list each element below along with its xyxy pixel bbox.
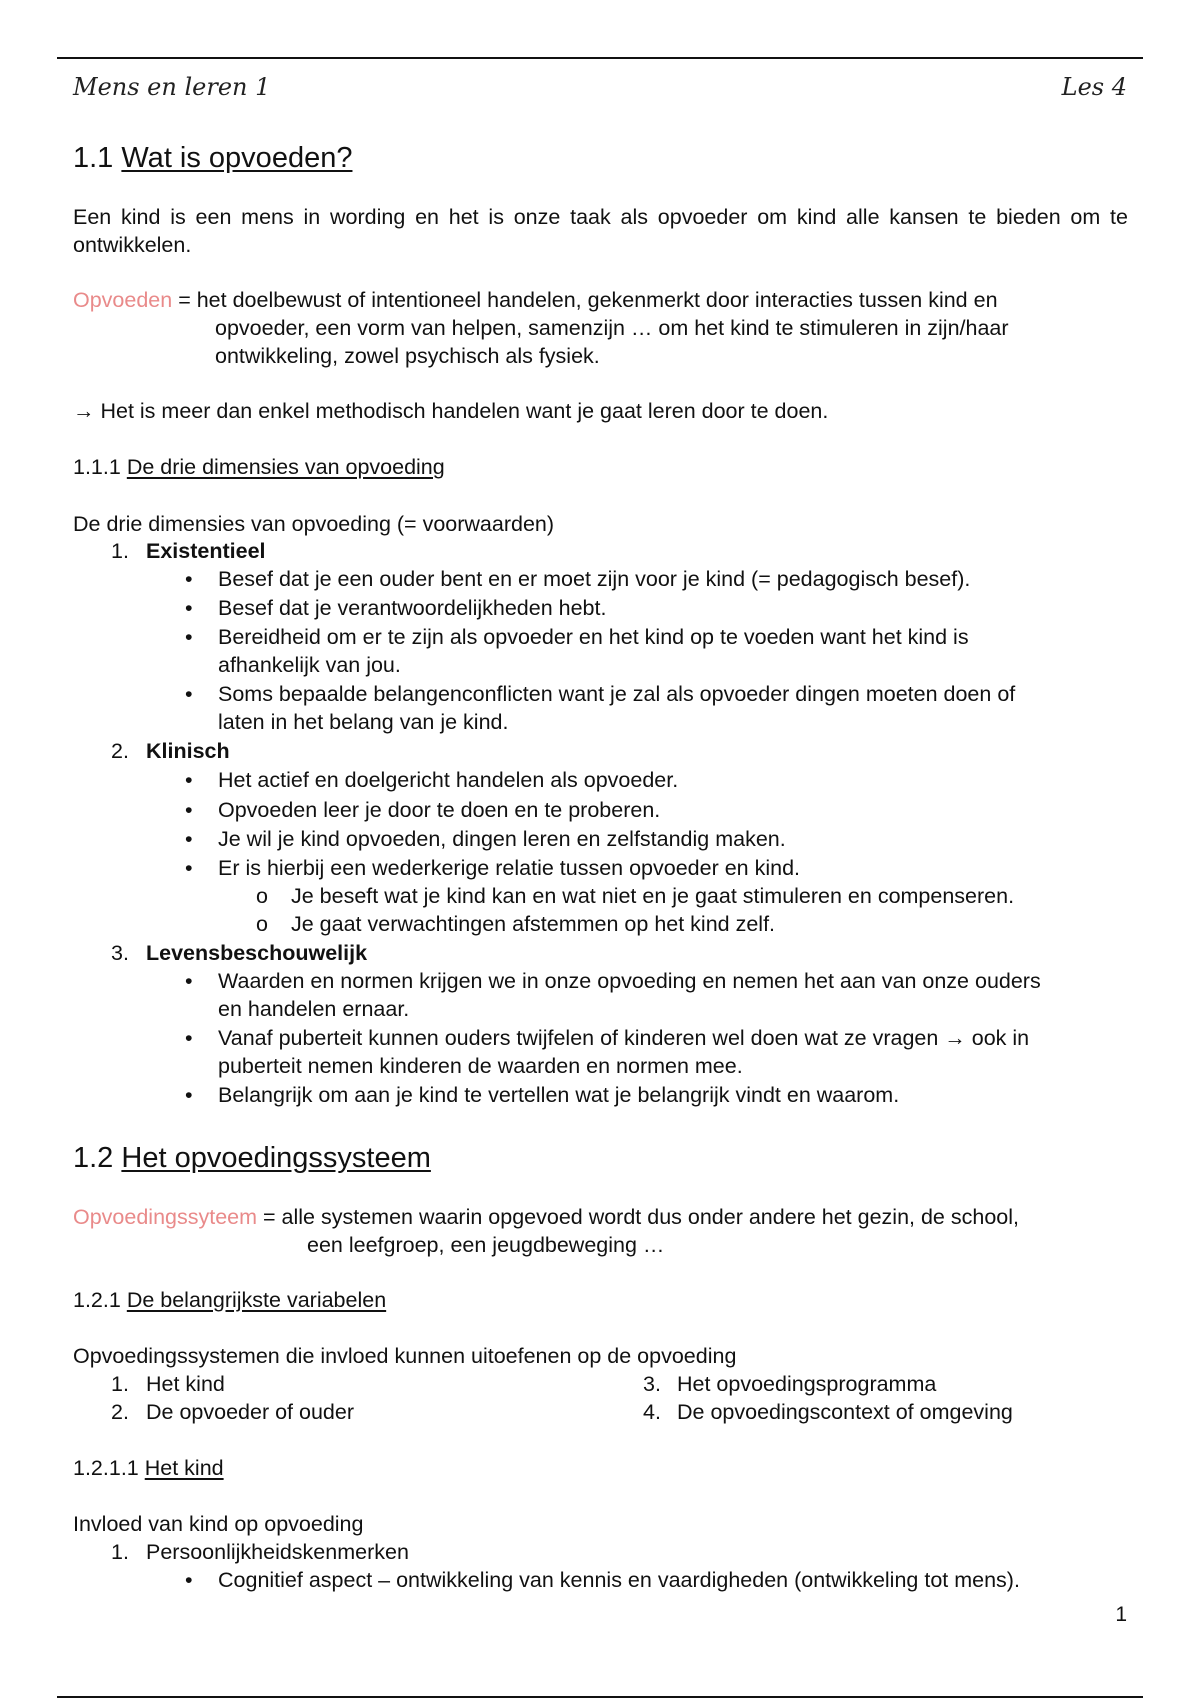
definition-opvoeden: Opvoeden = het doelbewust of intentioneel handelen, gekenmerkt door interacties tussen kind en opvoeder, een vorm van helpen, samenzijn … om het kind te stimuleren in zijn/haar ontwikkeling, zowel psychisch als fysiek. — [73, 288, 1009, 368]
child-influence-lead: Invloed van kind op opvoeding — [73, 1512, 364, 1536]
definition-opvoedingssysteem: Opvoedingssyteem = alle systemen waarin opgevoed wordt dus onder andere het gezin, de school, een leefgroep, een jeugdbeweging … — [73, 1205, 1019, 1257]
section-heading-1-2: 1.2 Het opvoedingssysteem — [73, 1142, 431, 1174]
list-item: Er is hierbij een wederkerige relatie tussen opvoeder en kind. — [218, 856, 801, 880]
dimensions-lead: De drie dimensies van opvoeding (= voorwaarden) — [73, 512, 555, 536]
list-item: Opvoeden leer je door te doen en te proberen. — [218, 798, 661, 822]
list-item: Het opvoedingsprogramma — [677, 1372, 937, 1396]
intro-paragraph: Een kind is een mens in wording en het is onze taak als opvoeder om kind alle kansen te bieden om te ontwikkelen. — [73, 205, 1128, 257]
page-number: 1 — [1115, 1603, 1127, 1626]
arrow-note: → Het is meer dan enkel methodisch handelen want je gaat leren door te doen. — [73, 399, 829, 423]
list-item: Vanaf puberteit kunnen ouders twijfelen of kinderen wel doen wat ze vragen → ook in — [218, 1026, 1030, 1050]
list-item: Persoonlijkheidskenmerken — [146, 1540, 409, 1564]
list-item: Bereidheid om er te zijn als opvoeder en het kind op te voeden want het kind is — [218, 625, 969, 649]
dimension-2-bullets: • Het actief en doelgericht handelen als opvoeder. • Opvoeden leer je door te doen en te proberen. • Je wil je kind opvoeden, dingen leren en zelfstandig maken. • Er is hierbij een wederkerige relatie tussen opvoeder en kind. o Je beseft wat je kind kan en wat niet en je gaat stimuleren en compenseren. o Je gaat verwachtingen afstemmen op het kind zelf. — [73, 766, 1128, 946]
dimension-1-bullets-cont — [73, 708, 1128, 736]
term-opvoeden: Opvoeden — [73, 288, 173, 312]
lesson-label: Les 4 — [1061, 73, 1127, 101]
list-item: afhankelijk van jou. — [218, 653, 401, 677]
list-item: laten in het belang van je kind. — [218, 710, 509, 734]
list-item: Je gaat verwachtingen afstemmen op het kind zelf. — [291, 912, 776, 936]
subsection-heading-1-2-1-1: 1.2.1.1 Het kind — [73, 1456, 224, 1480]
page-header — [73, 73, 1127, 107]
subsection-heading-1-1-1: 1.1.1 De drie dimensies van opvoeding — [73, 455, 445, 479]
dimension-3-bullets: • Waarden en normen krijgen we in onze opvoeding en nemen het aan van onze ouders en handelen ernaar. • Vanaf puberteit kunnen ouders twijfelen of kinderen wel doen wat ze vragen → ook in puberteit nemen kinderen de waarden en normen mee. • Belangrijk om aan je kind te vertellen wat je belangrijk vindt en waarom. — [73, 967, 1128, 1117]
list-item: puberteit nemen kinderen de waarden en normen mee. — [218, 1054, 743, 1078]
list-item: Soms bepaalde belangenconflicten want je zal als opvoeder dingen moeten doen of — [218, 682, 1016, 706]
variables-list: 1. Het kind 2. De opvoeder of ouder 3. Het opvoedingsprogramma 4. De opvoedingscontext of omgeving — [111, 1372, 1013, 1424]
list-item: Cognitief aspect – ontwikkeling van kennis en vaardigheden (ontwikkeling tot mens). — [218, 1568, 1020, 1592]
section-heading-1-1: 1.1 Wat is opvoeden? — [73, 142, 353, 174]
list-item: Besef dat je een ouder bent en er moet zijn voor je kind (= pedagogisch besef). — [218, 567, 971, 591]
dimension-1-bullets: • Besef dat je een ouder bent en er moet zijn voor je kind (= pedagogisch besef). • Besef dat je verantwoordelijkheden hebt. • Bereidheid om er te zijn als opvoeder en het kind op te voeden want het kind is afhankelijk van jou. • Soms bepaalde belangenconflicten want je zal als opvoeder dingen moeten doen of — [73, 565, 1128, 705]
list-item: Het actief en doelgericht handelen als opvoeder. — [218, 768, 679, 792]
subsection-heading-1-2-1: 1.2.1 De belangrijkste variabelen — [73, 1288, 387, 1312]
list-item: Waarden en normen krijgen we in onze opvoeding en nemen het aan van onze ouders — [218, 969, 1041, 993]
term-opvoedingssysteem: Opvoedingssyteem — [73, 1205, 258, 1229]
list-item: De opvoeder of ouder — [146, 1400, 354, 1424]
dimension-1: 1. Existentieel — [111, 539, 266, 563]
child-influence-list: 1. Persoonlijkheidskenmerken • Cognitief aspect – ontwikkeling van kennis en vaardigheden (ontwikkeling tot mens). — [73, 1538, 1128, 1596]
list-item: Je beseft wat je kind kan en wat niet en je gaat stimuleren en compenseren. — [291, 884, 1015, 908]
list-item: De opvoedingscontext of omgeving — [677, 1400, 1013, 1424]
dimension-3: 3. Levensbeschouwelijk — [111, 941, 368, 965]
course-title: Mens en leren 1 — [73, 73, 271, 101]
list-item: Belangrijk om aan je kind te vertellen wat je belangrijk vindt en waarom. — [218, 1083, 900, 1107]
list-item: Besef dat je verantwoordelijkheden hebt. — [218, 596, 607, 620]
variables-lead: Opvoedingssystemen die invloed kunnen uitoefenen op de opvoeding — [73, 1344, 737, 1368]
list-item: Je wil je kind opvoeden, dingen leren en zelfstandig maken. — [218, 827, 786, 851]
bottom-rule — [57, 1696, 1143, 1698]
list-item: en handelen ernaar. — [218, 997, 410, 1021]
dimension-2: 2. Klinisch — [111, 739, 230, 763]
top-rule — [57, 57, 1143, 59]
list-item: Het kind — [146, 1372, 225, 1396]
